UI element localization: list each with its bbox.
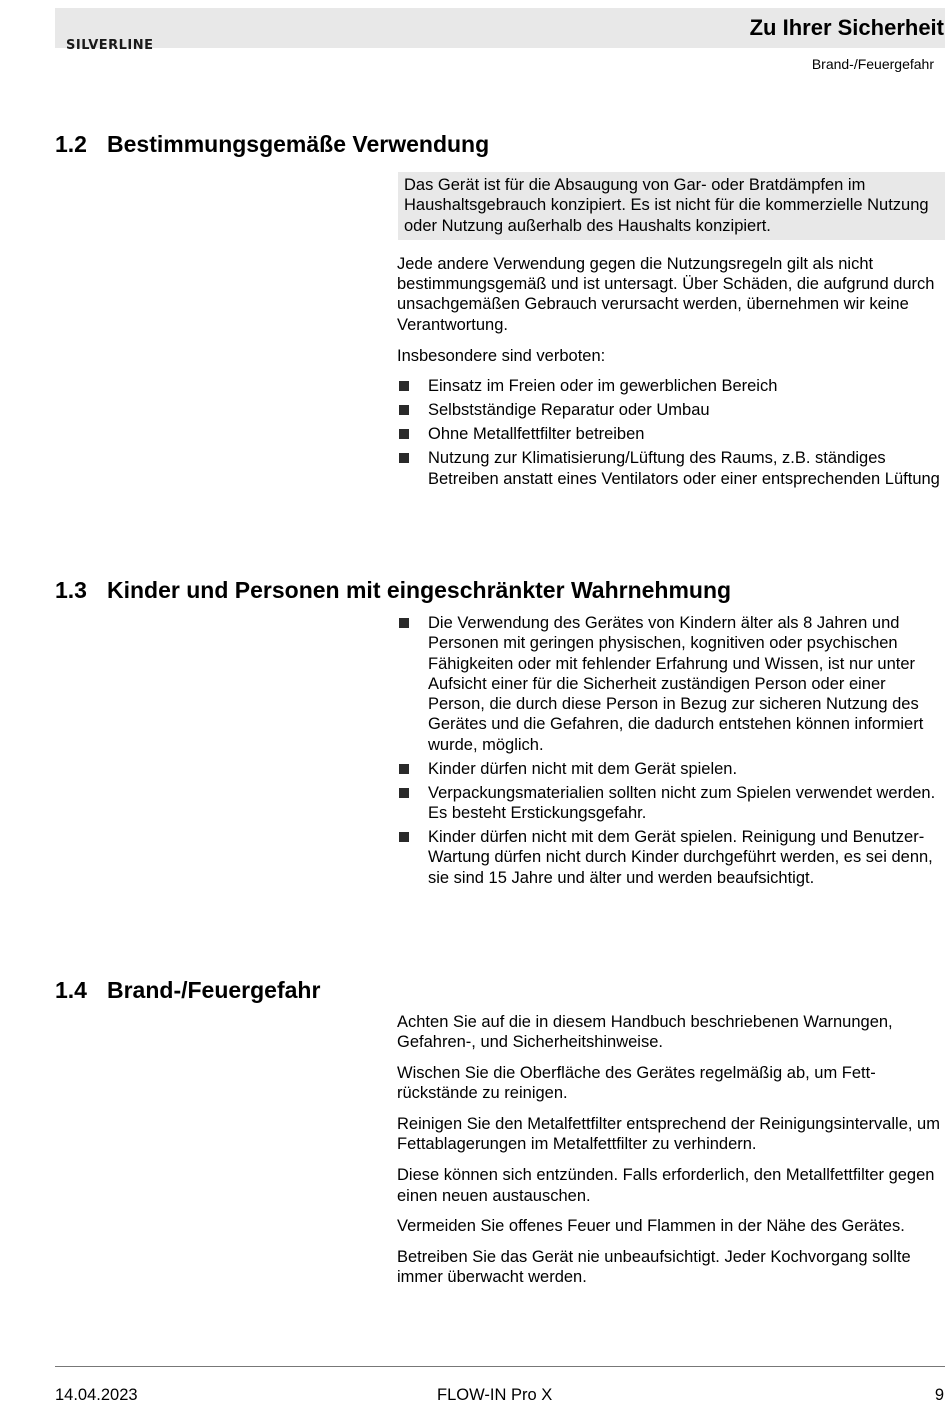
square-bullet-icon	[399, 429, 409, 439]
chapter-subtitle: Brand-/Feuergefahr	[811, 56, 934, 72]
footer-page-number: 9	[934, 1386, 944, 1404]
paragraph: Wischen Sie die Oberfläche des Gerätes regelmäßig ab, um Fettrückstände zu reinigen.	[397, 1064, 876, 1103]
section-title: Kinder und Personen mit eingeschränkter Wahrnehmung	[107, 577, 732, 603]
section-heading-1-3	[55, 576, 731, 604]
section-body-1-3	[397, 613, 945, 892]
paragraph: Jede andere Verwendung gegen die Nutzungsregeln gilt als nicht bestimmungsgemäß und ist untersagt. Über Schäden, die aufgrund durch unsachgemäßen Gebrauch verursacht werden, übernehmen wir keine Verantwortung.	[397, 254, 935, 334]
list-item-text: Einsatz im Freien oder im gewerblichen Bereich	[428, 377, 778, 396]
bullet-list	[397, 376, 945, 489]
list-item	[397, 448, 945, 489]
paragraph: Insbesondere sind verboten:	[397, 346, 606, 365]
highlight-box: Das Gerät ist für die Absaugung von Gar- oder Bratdämpfen im Haushaltsgebrauch konzipiert. Es ist nicht für die kommerzielle Nutzung oder Nutzung außerhalb des Haushalts konzipiert.	[398, 172, 945, 240]
square-bullet-icon	[399, 405, 409, 415]
list-item	[397, 759, 945, 779]
list-item-text: Ohne Metallfettfilter betreiben	[428, 425, 645, 444]
list-item-text: Kinder dürfen nicht mit dem Gerät spielen. Reinigung und Benutzer-Wartung dürfen nicht durch Kinder durchgeführt werden, es sei denn, sie sind 15 Jahre und älter und werden beaufsichtigt.	[428, 828, 933, 887]
footer-product: FLOW-IN Pro X	[437, 1386, 553, 1404]
list-item-text: Kinder dürfen nicht mit dem Gerät spielen.	[428, 759, 738, 778]
square-bullet-icon	[399, 618, 409, 628]
list-item	[397, 827, 945, 888]
paragraph: Vermeiden Sie offenes Feuer und Flammen in der Nähe des Gerätes.	[397, 1217, 905, 1236]
list-item	[397, 613, 945, 755]
list-item	[397, 424, 945, 444]
list-item	[397, 376, 945, 396]
section-body-1-2	[397, 172, 945, 493]
section-number: 1.3	[55, 577, 87, 603]
chapter-title: Zu Ihrer Sicherheit	[749, 15, 944, 40]
square-bullet-icon	[399, 788, 409, 798]
footer-divider	[55, 1366, 945, 1367]
list-item	[397, 400, 945, 420]
section-title: Bestimmungsgemäße Verwendung	[107, 131, 490, 157]
section-heading-1-4	[55, 976, 320, 1004]
section-number: 1.4	[55, 977, 87, 1003]
paragraph: Reinigen Sie den Metalfettfilter entsprechend der Reinigungsintervalle, um Fettablagerungen im Metalfettfilter zu verhindern.	[397, 1115, 940, 1154]
section-title: Brand-/Feuergefahr	[107, 977, 321, 1003]
footer-date: 14.04.2023	[55, 1386, 138, 1404]
list-item-text: Nutzung zur Klimatisierung/Lüftung des Raums, z.B. ständiges Betreiben anstatt eines Ventilators oder einer entsprechenden Lüftung	[428, 449, 940, 488]
list-item-text: Verpackungsmaterialien sollten nicht zum Spielen verwendet werden. Es besteht Erstickungsgefahr.	[428, 783, 936, 823]
paragraph: Achten Sie auf die in diesem Handbuch beschriebenen Warnungen, Gefahren-, und Sicherheitshinweise.	[397, 1013, 893, 1052]
square-bullet-icon	[399, 453, 409, 463]
square-bullet-icon	[399, 764, 409, 774]
list-item-text: Selbstständige Reparatur oder Umbau	[428, 401, 710, 420]
brand-logo: SILVERLINE	[66, 38, 154, 53]
list-item	[397, 783, 945, 824]
paragraph: Betreiben Sie das Gerät nie unbeaufsichtigt. Jeder Kochvorgang sollte immer überwacht werden.	[397, 1248, 911, 1287]
section-number: 1.2	[55, 131, 87, 157]
paragraph: Diese können sich entzünden. Falls erforderlich, den Metallfettfilter gegen einen neuen austauschen.	[397, 1166, 935, 1205]
section-heading-1-2	[55, 130, 489, 158]
section-body-1-4	[397, 1012, 945, 1298]
square-bullet-icon	[399, 832, 409, 842]
bullet-list	[397, 613, 945, 888]
square-bullet-icon	[399, 381, 409, 391]
list-item-text: Die Verwendung des Gerätes von Kindern älter als 8 Jahren und Personen mit geringen physischen, kognitiven oder psychischen Fähigkeiten oder mit fehlender Erfahrung und Wissen, ist nur unter Aufsicht einer für die Sicherheit zuständigen Person oder einer Person, die durch diese Person in Bezug zur sicheren Nutzung des Gerätes und die Gefahren, die dadurch entstehen können informiert wurde, möglich.	[428, 614, 924, 754]
